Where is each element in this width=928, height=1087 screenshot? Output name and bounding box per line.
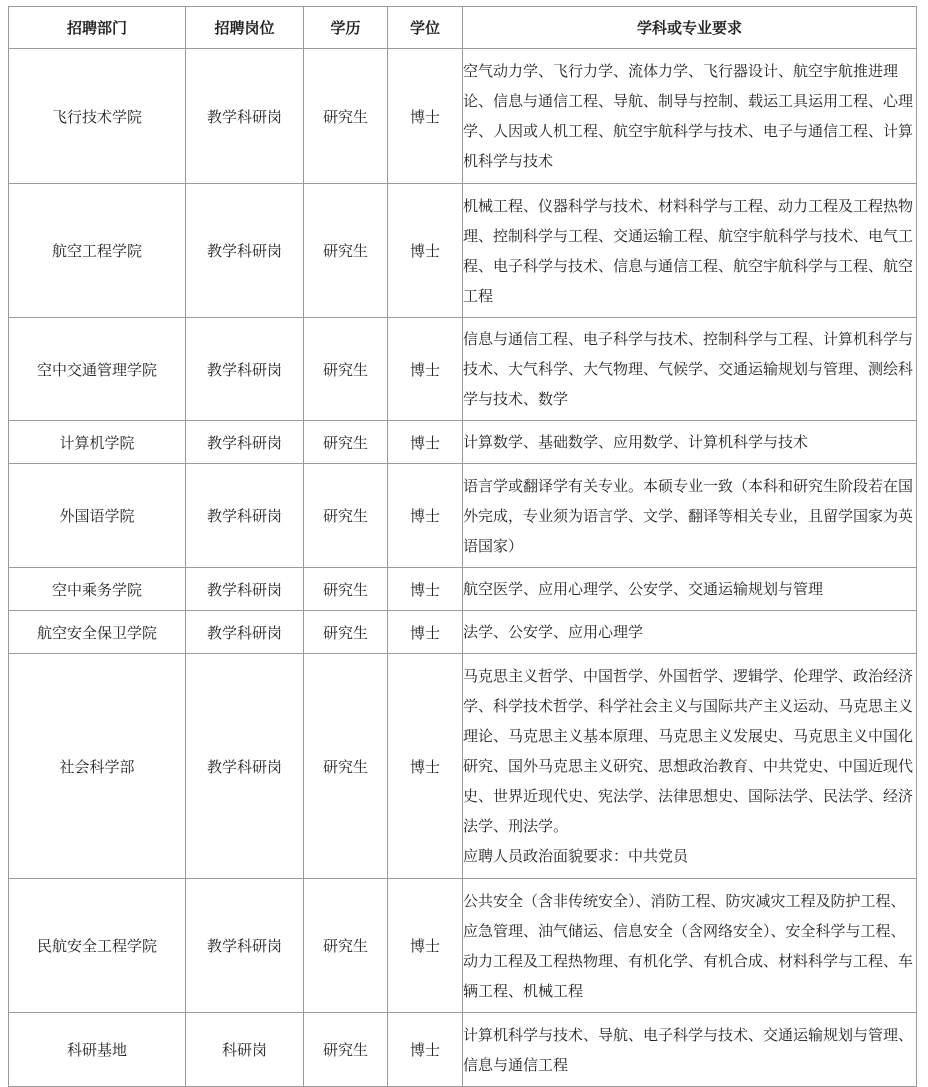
position-cell: 科研岗: [186, 1013, 304, 1087]
education-cell: 研究生: [304, 879, 388, 1013]
position-cell: 教学科研岗: [186, 421, 304, 464]
position-cell: 教学科研岗: [186, 318, 304, 421]
degree-cell: 博士: [388, 318, 463, 421]
requirement-cell: 空气动力学、飞行力学、流体力学、飞行器设计、航空宇航推进理论、信息与通信工程、导航、制导与控制、载运工具运用工程、心理学、人因或人机工程、航空宇航科学与技术、电子与通信工程、计算机科学与技术: [463, 49, 917, 184]
position-cell: 教学科研岗: [186, 184, 304, 318]
education-cell: 研究生: [304, 421, 388, 464]
department-cell: 空中交通管理学院: [9, 318, 186, 421]
degree-cell: 博士: [388, 654, 463, 879]
position-cell: 教学科研岗: [186, 611, 304, 654]
degree-cell: 博士: [388, 184, 463, 318]
position-cell: 教学科研岗: [186, 464, 304, 568]
department-cell: 外国语学院: [9, 464, 186, 568]
header-education: 学历: [304, 7, 388, 49]
education-cell: 研究生: [304, 611, 388, 654]
education-cell: 研究生: [304, 49, 388, 184]
table-row: [9, 879, 917, 1013]
department-cell: 民航安全工程学院: [9, 879, 186, 1013]
position-cell: 教学科研岗: [186, 654, 304, 879]
header-degree: 学位: [388, 7, 463, 49]
education-cell: 研究生: [304, 1013, 388, 1087]
header-position: 招聘岗位: [186, 7, 304, 49]
table-row: [9, 184, 917, 318]
position-cell: 教学科研岗: [186, 879, 304, 1013]
education-cell: 研究生: [304, 654, 388, 879]
table-row: [9, 611, 917, 654]
education-cell: 研究生: [304, 464, 388, 568]
requirement-cell: 法学、公安学、应用心理学: [463, 611, 917, 654]
political-requirement-note: 应聘人员政治面貌要求：中共党员: [463, 847, 689, 865]
degree-cell: 博士: [388, 1013, 463, 1087]
degree-cell: 博士: [388, 464, 463, 568]
requirement-text: 马克思主义哲学、中国哲学、外国哲学、逻辑学、伦理学、政治经济学、科学技术哲学、科学社会主义与国际共产主义运动、马克思主义理论、马克思主义基本原理、马克思主义发展史、马克思主义中国化研究、国外马克思主义研究、思想政治教育、中共党史、中国近现代史、世界近现代史、宪法学、法律思想史、国际法学、民法学、经济法学、刑法学。: [463, 667, 914, 835]
degree-cell: 博士: [388, 611, 463, 654]
requirement-cell: 信息与通信工程、电子科学与技术、控制科学与工程、计算机科学与技术、大气科学、大气物理、气候学、交通运输规划与管理、测绘科学与技术、数学: [463, 318, 917, 421]
requirement-cell: 机械工程、仪器科学与技术、材料科学与工程、动力工程及工程热物理、控制科学与工程、交通运输工程、航空宇航科学与技术、电气工程、电子科学与技术、信息与通信工程、航空宇航科学与工程、航空工程: [463, 184, 917, 318]
header-requirement: 学科或专业要求: [463, 7, 917, 49]
recruitment-table: [8, 6, 917, 1087]
department-cell: 计算机学院: [9, 421, 186, 464]
requirement-cell: 计算数学、基础数学、应用数学、计算机科学与技术: [463, 421, 917, 464]
requirement-cell: [463, 654, 917, 879]
education-cell: 研究生: [304, 318, 388, 421]
education-cell: 研究生: [304, 184, 388, 318]
position-cell: 教学科研岗: [186, 49, 304, 184]
department-cell: 空中乘务学院: [9, 568, 186, 611]
table-row: [9, 568, 917, 611]
table-row: [9, 318, 917, 421]
degree-cell: 博士: [388, 568, 463, 611]
education-cell: 研究生: [304, 568, 388, 611]
requirement-cell: 航空医学、应用心理学、公安学、交通运输规划与管理: [463, 568, 917, 611]
department-cell: 科研基地: [9, 1013, 186, 1087]
department-cell: 社会科学部: [9, 654, 186, 879]
requirement-cell: 语言学或翻译学有关专业。本硕专业一致（本科和研究生阶段若在国外完成，专业须为语言学、文学、翻译等相关专业，且留学国家为英语国家）: [463, 464, 917, 568]
table-row: [9, 49, 917, 184]
position-cell: 教学科研岗: [186, 568, 304, 611]
requirement-cell: 计算机科学与技术、导航、电子科学与技术、交通运输规划与管理、信息与通信工程: [463, 1013, 917, 1087]
table-row: [9, 654, 917, 879]
degree-cell: 博士: [388, 49, 463, 184]
requirement-cell: 公共安全（含非传统安全）、消防工程、防灾减灾工程及防护工程、应急管理、油气储运、信息安全（含网络安全）、安全科学与工程、动力工程及工程热物理、有机化学、有机合成、材料科学与工程、车辆工程、机械工程: [463, 879, 917, 1013]
department-cell: 飞行技术学院: [9, 49, 186, 184]
table-header-row: [9, 7, 917, 49]
department-cell: 航空工程学院: [9, 184, 186, 318]
degree-cell: 博士: [388, 421, 463, 464]
degree-cell: 博士: [388, 879, 463, 1013]
table-row: [9, 421, 917, 464]
table-row: [9, 1013, 917, 1087]
table-row: [9, 464, 917, 568]
department-cell: 航空安全保卫学院: [9, 611, 186, 654]
header-department: 招聘部门: [9, 7, 186, 49]
